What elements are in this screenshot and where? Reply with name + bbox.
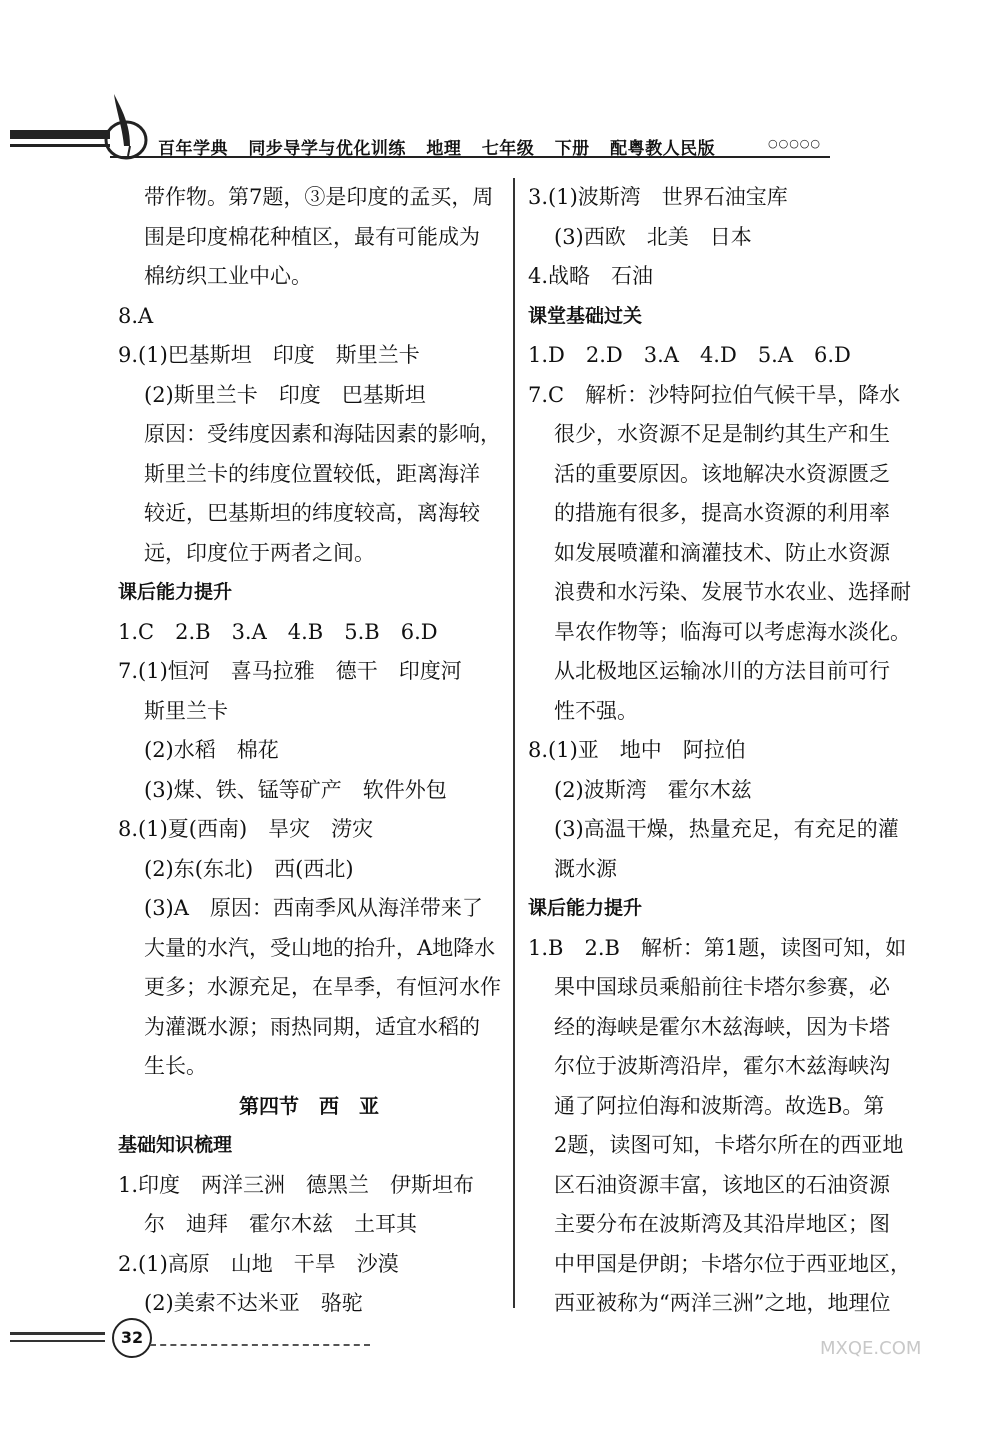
answer-line: 4.战略 石油 [528,264,654,288]
answer-line: (3)高温干燥，热量充足，有充足的灌 [554,817,899,841]
answer-line: 尔位于波斯湾沿岸，霍尔木兹海峡沟 [554,1054,890,1078]
header-rule-thin [10,144,110,147]
answer-line: (3)A 原因：西南季风从海洋带来了 [144,896,483,920]
header-title [158,134,729,159]
edition-label: 配粤教人民版 [610,139,716,159]
right-column [528,178,928,1324]
column-divider [513,178,515,1308]
answer-line: 更多；水源充足，在旱季，有恒河水作 [144,975,501,999]
answer-line: 1.B 2.B 解析：第1题，读图可知，如 [528,935,907,960]
answer-line: 为灌溉水源；雨热同期，适宜水稻的 [144,1014,480,1039]
answer-line: (2)东(东北) 西(西北) [144,856,354,881]
answer-line: (2)斯里兰卡 印度 巴基斯坦 [144,382,426,407]
answer-line: (2)波斯湾 霍尔木兹 [554,777,752,802]
answer-line: 斯里兰卡 [144,698,228,723]
answer-line: 的措施有很多，提高水资源的利用率 [554,501,890,525]
answer-line: 1.印度 两洋三洲 德黑兰 伊斯坦布 [118,1172,475,1197]
volume-label: 下册 [554,139,590,159]
answer-line: 1.D 2.D 3.A 4.D 5.A 6.D [528,343,851,367]
answer-line: 远，印度位于两者之间。 [144,540,375,565]
footer-rule-thin [10,1340,105,1342]
section-heading: 课后能力提升 [528,897,643,919]
answer-line: 西亚被称为“两洋三洲”之地，地理位 [554,1291,891,1315]
series-name: 百年学典 [158,139,228,159]
page-header [0,90,1000,170]
answer-line: (3)煤、铁、锰等矿产 软件外包 [144,777,447,802]
section-heading: 课后能力提升 [118,581,233,603]
page-footer [0,1310,520,1370]
page-number: 32 [112,1318,152,1358]
book-subtitle: 同步导学与优化训练 [248,139,406,159]
answer-line: 溉水源 [554,856,617,881]
answer-line: 浪费和水污染、发展节水农业、选择耐 [554,580,911,604]
answer-line: 7.(1)恒河 喜马拉雅 德干 印度河 [118,659,462,683]
answer-line: 2.(1)高原 山地 干旱 沙漠 [118,1251,399,1276]
answer-line: 区石油资源丰富，该地区的石油资源 [554,1172,890,1197]
answer-line: 3.(1)波斯湾 世界石油宝库 [528,185,788,209]
quill-logo-icon [100,90,156,162]
answer-line: 通了阿拉伯海和波斯湾。故选B。第 [554,1093,885,1118]
answer-line: 带作物。第7题，③是印度的孟买，周 [144,185,494,209]
answer-line: 棉纺织工业中心。 [144,264,312,288]
watermark: MXQE.COM [820,1338,922,1359]
answer-line: 生长。 [144,1054,207,1078]
answer-line: (2)水稻 棉花 [144,738,279,762]
answer-line: 旱农作物等；临海可以考虑海水淡化。 [554,619,911,644]
answer-line: 中甲国是伊朗；卡塔尔位于西亚地区， [554,1251,911,1276]
answer-line: 8.A [118,303,154,328]
answer-line: 从北极地区运输冰川的方法目前可行 [554,659,890,683]
answer-line: 如发展喷灌和滴灌技术、防止水资源 [554,540,890,565]
answer-line: 7.C 解析：沙特阿拉伯气候干旱，降水 [528,382,901,407]
answer-line: 较近，巴基斯坦的纬度较高，离海较 [144,501,480,525]
header-rule-thick [10,130,110,139]
left-column [118,178,500,1324]
answer-line: 主要分布在波斯湾及其沿岸地区；图 [554,1212,890,1236]
section-heading: 课堂基础过关 [528,304,643,327]
answer-line: 尔 迪拜 霍尔木兹 土耳其 [144,1212,417,1236]
answer-line: 性不强。 [554,698,638,723]
answer-line: (2)美索不达米亚 骆驼 [144,1291,363,1315]
footer-rule-thick [10,1332,105,1335]
footer-dashed-line [150,1344,370,1346]
answer-line: 2题，读图可知，卡塔尔所在的西亚地 [554,1133,904,1157]
answer-line: 8.(1)夏(西南) 旱灾 涝灾 [118,817,374,841]
answer-line: (3)西欧 北美 日本 [554,224,752,249]
header-dots: ○○○○○ [768,137,821,150]
answer-line: 9.(1)巴基斯坦 印度 斯里兰卡 [118,343,420,367]
answer-line: 很少，水资源不足是制约其生产和生 [554,422,890,446]
answer-line: 果中国球员乘船前往卡塔尔参赛，必 [554,975,890,999]
answer-line: 活的重要原因。该地解决水资源匮乏 [554,461,890,486]
grade-label: 七年级 [481,139,535,159]
answer-line: 1.C 2.B 3.A 4.B 5.B 6.D [118,619,438,644]
answer-line: 围是印度棉花种植区，最有可能成为 [144,224,480,249]
subject-label: 地理 [426,139,462,159]
answer-line: 斯里兰卡的纬度位置较低，距离海洋 [144,461,480,486]
answer-line: 原因：受纬度因素和海陆因素的影响， [144,422,501,446]
answer-line: 8.(1)亚 地中 阿拉伯 [528,738,746,762]
answer-line: 大量的水汽，受山地的抬升，A地降水 [144,935,496,960]
section-heading: 基础知识梳理 [118,1134,233,1156]
answer-line: 经的海峡是霍尔木兹海峡，因为卡塔 [554,1014,890,1039]
section-heading: 第四节 西 亚 [239,1093,379,1118]
